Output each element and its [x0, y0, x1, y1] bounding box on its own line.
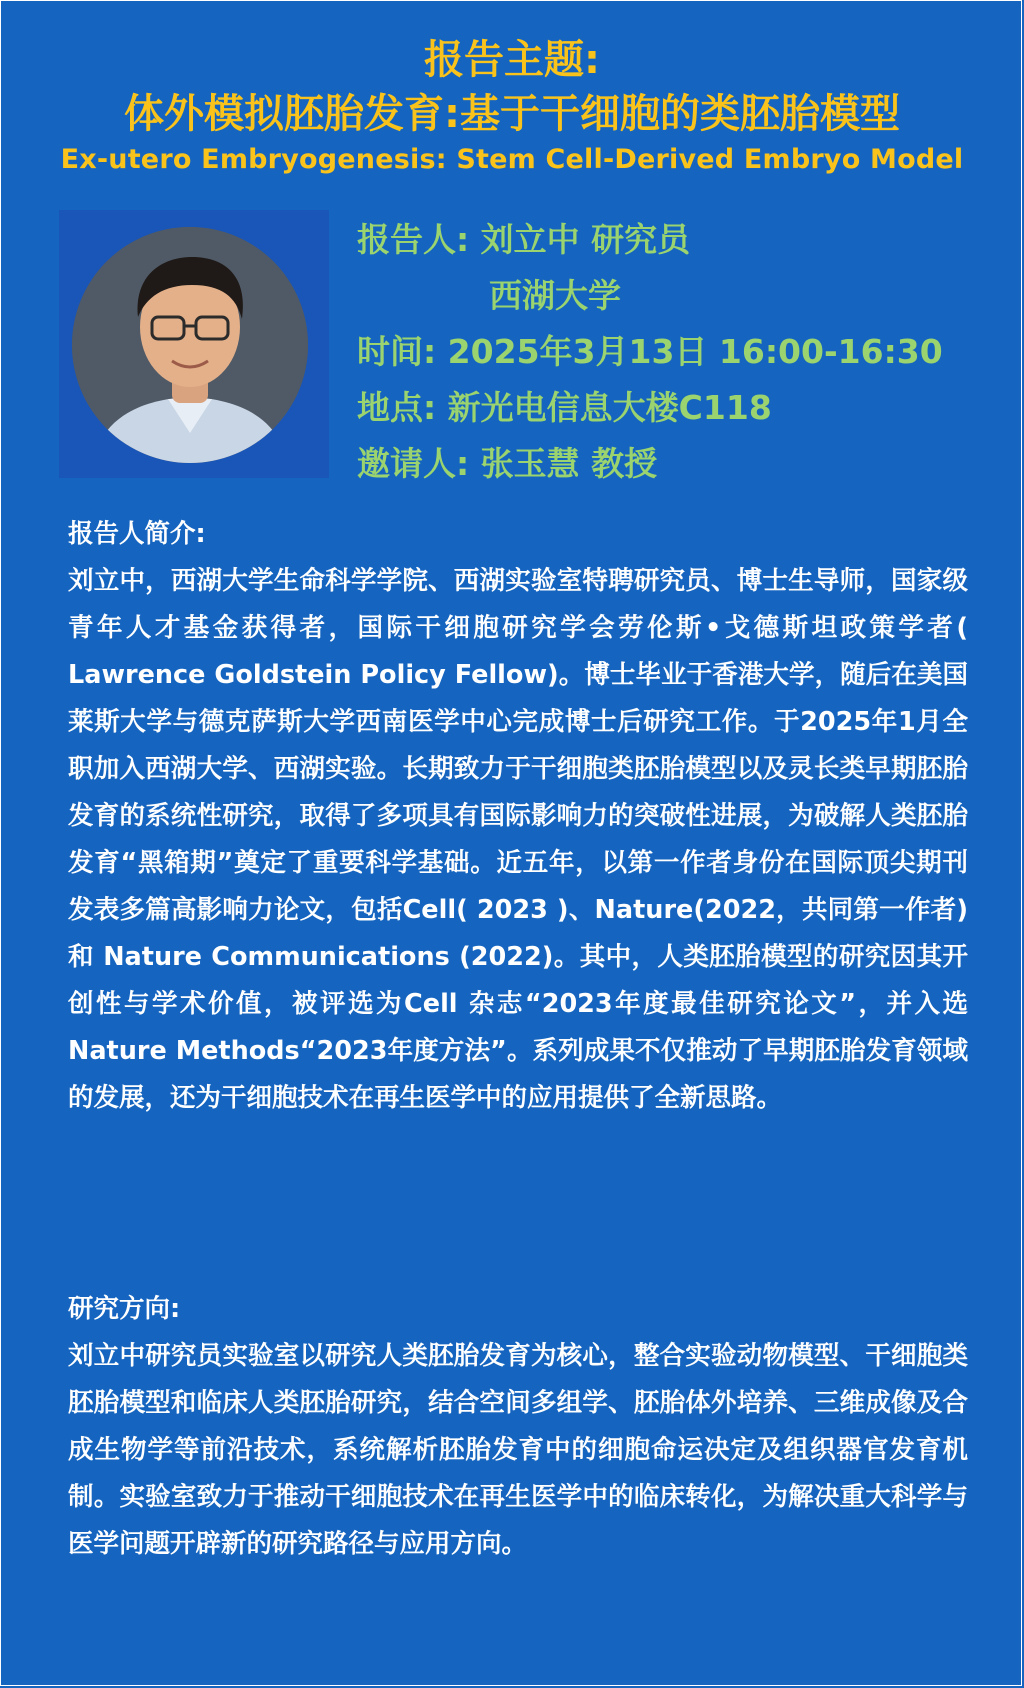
- title-english: Ex-utero Embryogenesis: Stem Cell-Derived Embryo Model: [60, 144, 964, 175]
- talk-host: 邀请人: 张玉慧 教授: [357, 444, 658, 483]
- speaker-name: 报告人: 刘立中 研究员: [357, 220, 691, 259]
- speaker-affiliation: 西湖大学: [489, 276, 621, 315]
- research-section: [68, 1286, 968, 1568]
- research-heading: 研究方向:: [68, 1294, 181, 1324]
- title-label: 报告主题:: [424, 37, 600, 83]
- title-block: [0, 34, 1024, 178]
- speaker-info: [357, 212, 943, 492]
- speaker-portrait: [72, 227, 308, 463]
- bio-section: [68, 511, 968, 1122]
- talk-location: 地点: 新光电信息大楼C118: [357, 388, 772, 427]
- talk-time: 时间: 2025年3月13日 16:00-16:30: [357, 332, 943, 371]
- title-chinese: 体外模拟胚胎发育:基于干细胞的类胚胎模型: [124, 91, 900, 137]
- bio-heading: 报告人简介:: [68, 519, 206, 549]
- speaker-photo: [59, 210, 329, 478]
- research-text: 刘立中研究员实验室以研究人类胚胎发育为核心，整合实验动物模型、干细胞类胚胎模型和临床人类胚胎研究，结合空间多组学、胚胎体外培养、三维成像及合成生物学等前沿技术，系统解析胚胎发育中的细胞命运决定及组织器官发育机制。实验室致力于推动干细胞技术在再生医学中的临床转化，为解决重大科学与医学问题开辟新的研究路径与应用方向。: [68, 1341, 968, 1559]
- bio-text: 刘立中，西湖大学生命科学学院、西湖实验室特聘研究员、博士生导师，国家级青年人才基金获得者，国际干细胞研究学会劳伦斯•戈德斯坦政策学者( Lawrence Goldstein Policy Fellow)。博士毕业于香港大学，随后在美国莱斯大学与德克萨斯大学西南医学中心完成博士后研究工作。于2025年1月全职加入西湖大学、西湖实验。长期致力于干细胞类胚胎模型以及灵长类早期胚胎发育的系统性研究，取得了多项具有国际影响力的突破性进展，为破解人类胚胎发育“黑箱期”奠定了重要科学基础。近五年，以第一作者身份在国际顶尖期刊发表多篇高影响力论文，包括Cell( 2023 )、Nature(2022，共同第一作者)和 Nature Communications (2022)。其中，人类胚胎模型的研究因其开创性与学术价值，被评选为Cell 杂志“2023年度最佳研究论文”，并入选 Nature Methods“2023年度方法”。系列成果不仅推动了早期胚胎发育领域的发展，还为干细胞技术在再生医学中的应用提供了全新思路。: [68, 566, 968, 1113]
